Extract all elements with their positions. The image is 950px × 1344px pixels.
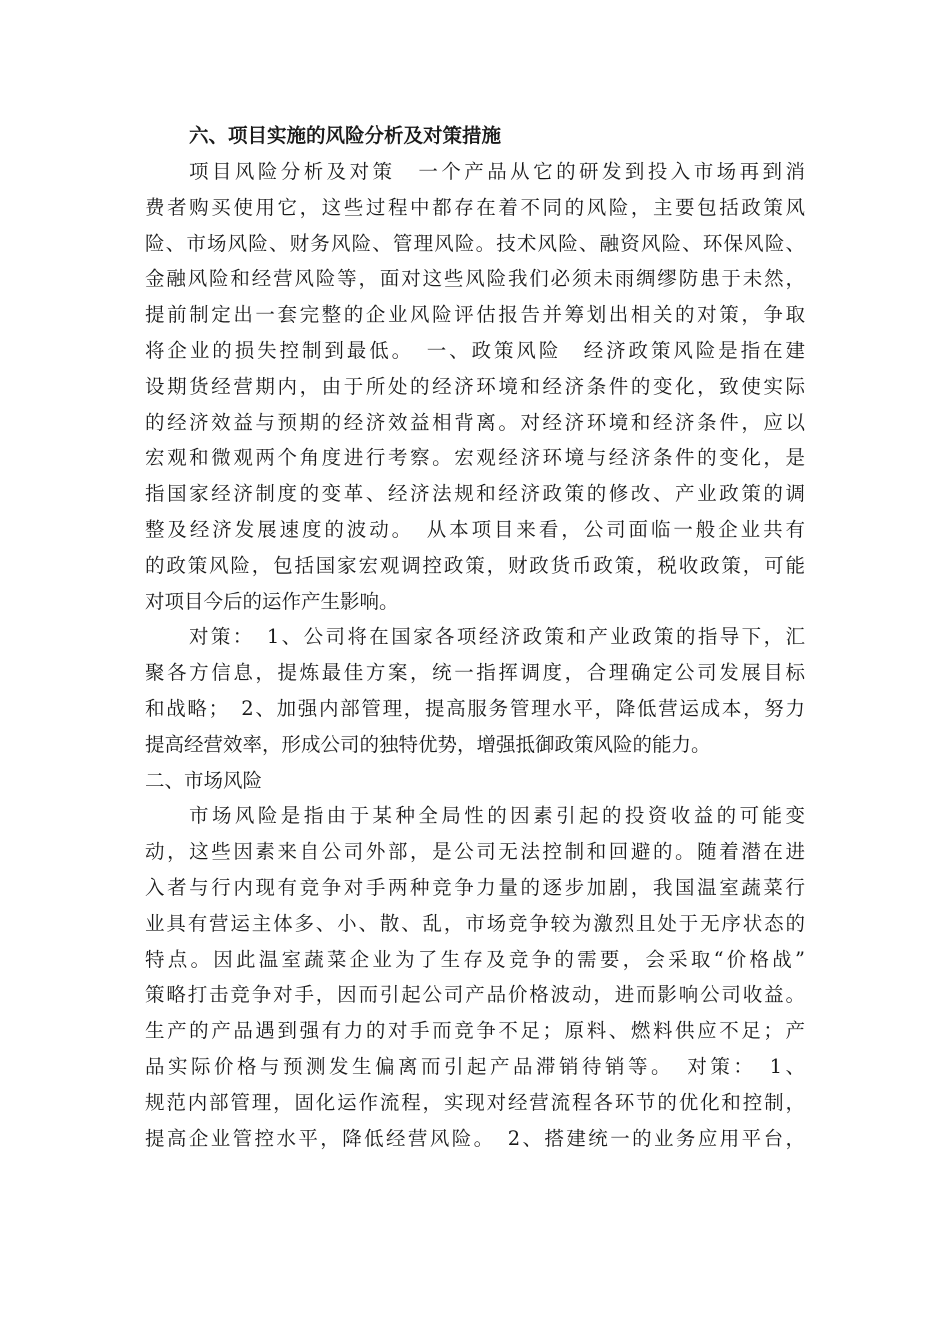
paragraph-line: 的政策风险，包括国家宏观调控政策，财政货币政策，税收政策，可能 <box>145 553 805 577</box>
paragraph-line: 将企业的损失控制到最低。 一、政策风险 经济政策风险是指在建 <box>145 338 805 362</box>
paragraph-line: 项目风险分析及对策 一个产品从它的研发到投入市场再到消 <box>189 160 805 183</box>
paragraph-line: 提前制定出一套完整的企业风险评估报告并筹划出相关的对策，争取 <box>145 303 805 327</box>
paragraph-line: 对项目今后的运作产生影响。 <box>145 589 399 613</box>
paragraph-line: 特点。因此温室蔬菜企业为了生存及竞争的需要，会采取“价格战” <box>145 947 805 971</box>
paragraph-line: 和战略； 2、加强内部管理，提高服务管理水平，降低营运成本，努力 <box>145 696 805 720</box>
paragraph-line: 对策： 1、公司将在国家各项经济政策和产业政策的指导下，汇 <box>189 625 805 649</box>
paragraph-line: 宏观和微观两个角度进行考察。宏观经济环境与经济条件的变化，是 <box>145 446 805 470</box>
paragraph-line: 险、市场风险、财务风险、管理风险。技术风险、融资风险、环保风险、 <box>145 231 805 255</box>
paragraph-line: 策略打击竞争对手，因而引起公司产品价格波动，进而影响公司收益。 <box>145 983 805 1007</box>
paragraph-line: 业具有营运主体多、小、散、乱，市场竞争较为激烈且处于无序状态的 <box>145 911 805 935</box>
paragraph-line: 指国家经济制度的变革、经济法规和经济政策的修改、产业政策的调 <box>145 482 805 506</box>
paragraph-line: 提高企业管控水平，降低经营风险。 2、搭建统一的业务应用平台， <box>145 1126 805 1150</box>
paragraph-line: 动，这些因素来自公司外部，是公司无法控制和回避的。随着潜在进 <box>145 840 805 864</box>
paragraph-line: 金融风险和经营风险等，面对这些风险我们必须未雨绸缪防患于未然， <box>145 267 805 291</box>
paragraph-line: 聚各方信息，提炼最佳方案，统一指挥调度，合理确定公司发展目标 <box>145 661 805 685</box>
paragraph-line: 设期货经营期内，由于所处的经济环境和经济条件的变化，致使实际 <box>145 374 805 398</box>
document-body <box>145 118 805 1156</box>
section-heading: 六、项目实施的风险分析及对策措施 <box>189 124 502 147</box>
paragraph-line: 生产的产品遇到强有力的对手而竞争不足；原料、燃料供应不足；产 <box>145 1019 805 1043</box>
paragraph-line: 品实际价格与预测发生偏离而引起产品滞销待销等。 对策： 1、 <box>145 1054 805 1078</box>
paragraph-line: 入者与行内现有竞争对手两种竞争力量的逐步加剧，我国温室蔬菜行 <box>145 875 805 899</box>
paragraph-line: 费者购买使用它，这些过程中都存在着不同的风险，主要包括政策风 <box>145 195 805 219</box>
paragraph-line: 规范内部管理，固化运作流程，实现对经营流程各环节的优化和控制， <box>145 1090 805 1114</box>
paragraph-line: 整及经济发展速度的波动。 从本项目来看，公司面临一般企业共有 <box>145 517 805 541</box>
paragraph-line: 提高经营效率，形成公司的独特优势，增强抵御政策风险的能力。 <box>145 732 711 756</box>
paragraph-line: 的经济效益与预期的经济效益相背离。对经济环境和经济条件，应以 <box>145 410 805 434</box>
subsection-heading: 二、市场风险 <box>145 768 263 792</box>
paragraph-line: 市场风险是指由于某种全局性的因素引起的投资收益的可能变 <box>189 804 805 828</box>
